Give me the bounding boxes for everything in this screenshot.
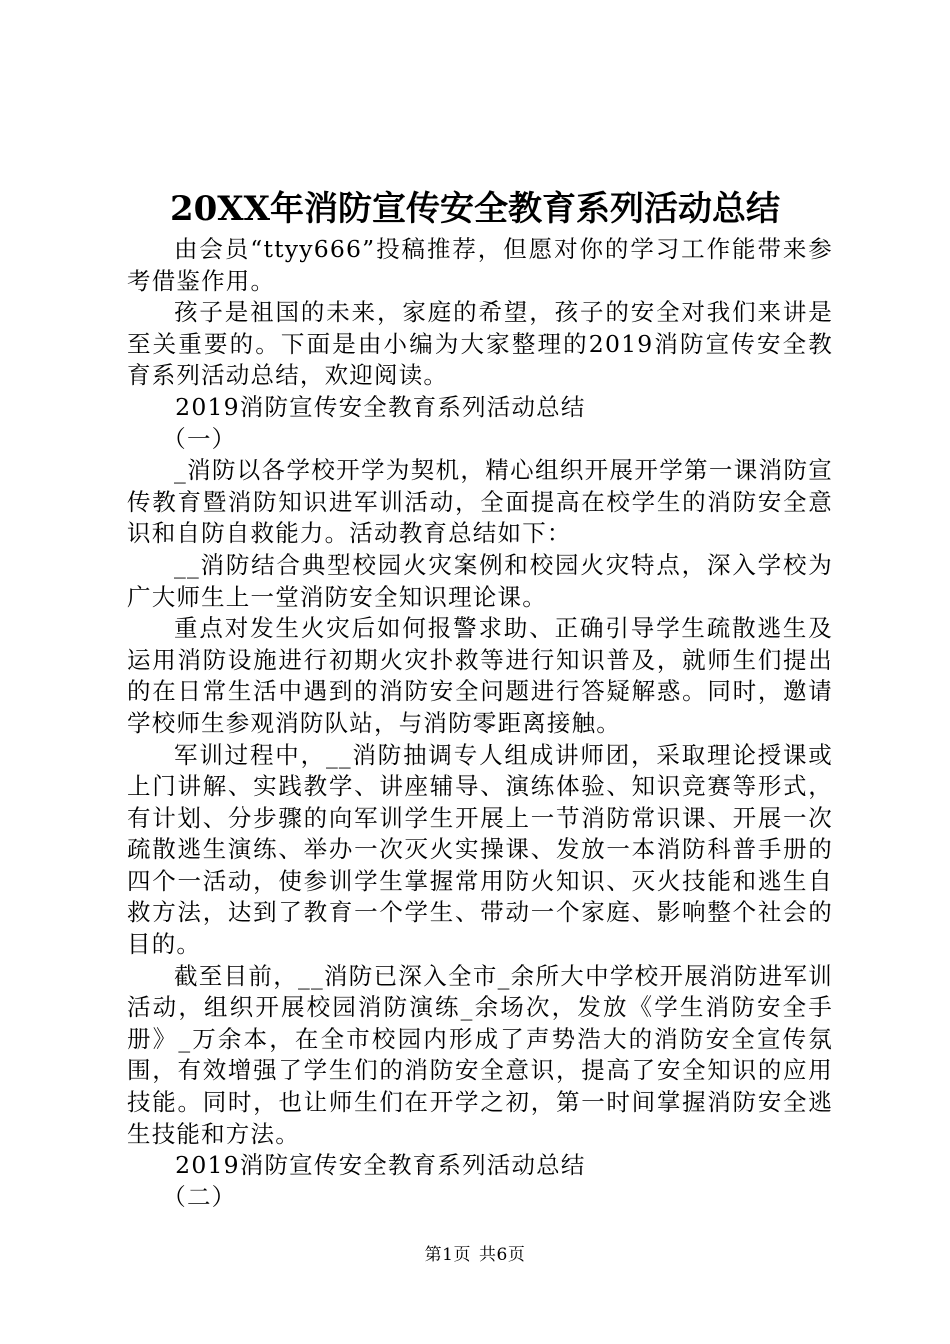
section-number: （一） xyxy=(162,424,237,453)
section-heading: 2019消防宣传安全教育系列活动总结 xyxy=(175,392,586,421)
paragraph: __消防结合典型校园火灾案例和校园火灾特点，深入学校为广大师生上一堂消防安全知识理论课。 xyxy=(127,550,833,611)
document-body xyxy=(127,234,833,1213)
paragraph: _消防以各学校开学为契机，精心组织开展开学第一课消防宣传教育暨消防知识进军训活动，全面提高在校学生的消防安全意识和自防自救能力。活动教育总结如下： xyxy=(127,456,833,548)
paragraph-intro: 由会员“ttyy666”投稿推荐，但愿对你的学习工作能带来参考借鉴作用。 xyxy=(127,235,833,295)
page-total: 共6页 xyxy=(479,1245,526,1265)
page-footer xyxy=(0,1244,950,1266)
document-title: 20XX年消防宣传安全教育系列活动总结 xyxy=(169,189,781,229)
page-number: 第1页 xyxy=(424,1245,471,1265)
paragraph: 截至目前，__消防已深入全市_余所大中学校开展消防进军训活动，组织开展校园消防演练_余场次，发放《学生消防安全手册》_万余本，在全市校园内形成了声势浩大的消防安全宣传氛围，有效增强了学生们的消防安全意识，提高了安全知识的应用技能。同时，也让师生们在开学之初，第一时间掌握消防安全逃生技能和方法。 xyxy=(127,961,833,1148)
paragraph: 孩子是祖国的未来，家庭的希望，孩子的安全对我们来讲是至关重要的。下面是由小编为大家整理的2019消防宣传安全教育系列活动总结，欢迎阅读。 xyxy=(127,298,833,390)
paragraph: 重点对发生火灾后如何报警求助、正确引导学生疏散逃生及运用消防设施进行初期火灾扑救等进行知识普及，就师生们提出的在日常生活中遇到的消防安全问题进行答疑解惑。同时，邀请学校师生参观消防队站，与消防零距离接触。 xyxy=(127,614,833,737)
section-number: （二） xyxy=(162,1182,237,1211)
section-heading: 2019消防宣传安全教育系列活动总结 xyxy=(175,1151,586,1180)
paragraph: 军训过程中，__消防抽调专人组成讲师团，采取理论授课或上门讲解、实践教学、讲座辅导、演练体验、知识竞赛等形式，有计划、分步骤的向军训学生开展上一节消防常识课、开展一次疏散逃生演练、举办一次灭火实操课、发放一本消防科普手册的四个一活动，使参训学生掌握常用防火知识、灭火技能和逃生自救方法，达到了教育一个学生、带动一个家庭、影响整个社会的目的。 xyxy=(127,740,833,959)
